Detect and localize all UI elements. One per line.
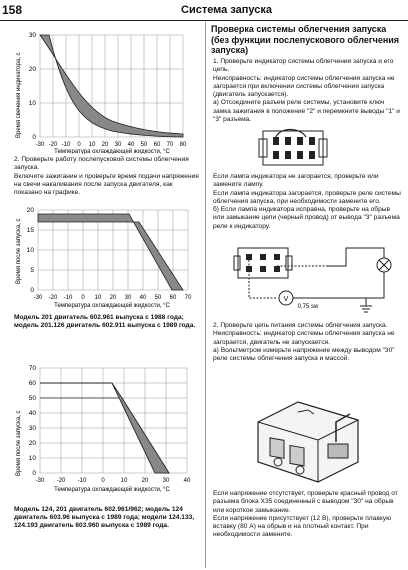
chart1-xtick: 0: [77, 142, 81, 148]
chart1-xtick: -30: [35, 142, 45, 148]
para-step2a: а) Вольтметром измерьте напряжение между выводом "30" реле системы облегчения запуска и массой.: [213, 346, 395, 363]
svg-text:V: V: [283, 296, 289, 303]
page-number: 158: [2, 3, 23, 17]
chart2-xtick: 60: [169, 295, 177, 301]
chart1-xtick: 60: [153, 142, 161, 148]
left-para-2: [14, 156, 200, 197]
para-step1b: б) Если лампа индикатора исправна, проверьте на обрыв или замыкание цепи (черный провод) от вывода "3" разъема реле к индикатору.: [213, 206, 400, 230]
caption-chart2: [14, 314, 200, 330]
chart1-xtick: 30: [114, 142, 122, 148]
section-title-block: [211, 24, 401, 58]
chart1-ytick: 20: [28, 66, 36, 73]
chart2-xtick: -10: [63, 295, 73, 301]
chart3-xtick: 10: [120, 478, 128, 484]
para-check-afterstart-detail: Включите зажигание и проверьте время подачи напряжения на свечи накаливания после запуска двигателя, как показано на графике.: [14, 172, 199, 197]
chart3-xtick: -10: [77, 478, 87, 484]
chart1-xtick: 70: [166, 142, 174, 148]
chart2-xtick: 40: [139, 295, 147, 301]
chart1-xtick: -20: [48, 142, 58, 148]
chart2-xtick: 0: [81, 295, 85, 301]
chart1-tolerance-band: [40, 35, 183, 137]
chart2-xtick: -30: [33, 295, 43, 301]
chart3-ytick: 10: [28, 455, 36, 462]
chart1-xtick: 80: [179, 142, 187, 148]
para-step1a: а) Отсоедините разъем реле системы, установите ключ замка зажигания в положение "2" и перемкните выводы "1" и "3" разъема.: [213, 99, 400, 124]
chart3-ytick: 70: [28, 365, 36, 372]
header-rule: [0, 20, 408, 21]
relay-connector-diagram: [255, 125, 345, 170]
chart1-ylabel: Время свечения индикатора, с: [16, 52, 22, 138]
chart1-ytick: 10: [28, 100, 36, 107]
chart2-tolerance-band: [38, 214, 183, 290]
fuse-box-illustration: [248, 392, 368, 487]
chart1-xlabel: Температура охлаждающей жидкости, °С: [54, 149, 170, 154]
chart-afterstart-201: [12, 200, 200, 312]
chart2-ytick: 10: [26, 247, 34, 254]
para-no-voltage: Если напряжение отсутствует, проверьте красный провод от разъема блока Х35 соединенный с выводом "30" на обрыв или короткое замыкание.: [213, 490, 398, 514]
chart1-xtick: 20: [101, 142, 109, 148]
chart1-ytick: 30: [28, 32, 36, 39]
wire-label: 0,75 sw: [297, 304, 319, 310]
right-text-block-1: [213, 58, 401, 124]
chart2-xtick: 20: [109, 295, 117, 301]
chart1-ytick: 0: [32, 134, 36, 141]
chart2-ytick: 20: [26, 207, 34, 214]
para-check-afterstart: 2. Проверьте работу послепусковой системы облегчения запуска.: [14, 156, 189, 172]
chart-afterstart-124: [12, 364, 200, 504]
chart3-ylabel: Время после запуска, с: [16, 410, 22, 476]
chart3-ytick: 50: [28, 395, 36, 402]
para-fault1: Неисправность: индикатор системы облегчения запуска не загорается при включении системы облегчения запуска (двигатель запускается).: [213, 74, 395, 99]
column-divider: [205, 22, 206, 568]
chart1-xtick: -10: [61, 142, 71, 148]
chart1-xtick: 40: [127, 142, 135, 148]
chart1-xtick: 10: [88, 142, 96, 148]
chart2-xtick: 30: [124, 295, 132, 301]
chart3-xlabel: Температура охлаждающей жидкости, °С: [54, 487, 170, 493]
wiring-diagram: [216, 238, 402, 316]
page-title: Система запуска: [181, 4, 273, 16]
para-voltage-present: Если напряжение присутствует (12 В), проверьте плавкую вставку (80 А) на обрыв и на плотный контакт. При необходимости замените.: [213, 514, 392, 539]
para-step1: 1. Проверьте индикатор системы облегчения запуска и его цепь.: [213, 58, 394, 74]
para-fault2: Неисправность: индикатор системы облегчения запуска не загорается, двигатель не запускается.: [213, 330, 395, 346]
chart3-ytick: 20: [28, 440, 36, 447]
chart2-ytick: 15: [26, 227, 34, 234]
right-text-block-2: [213, 173, 401, 231]
chart3-ytick: 0: [32, 470, 36, 477]
para-step2: 2. Проверьте цепь питания системы облегчения запуска.: [213, 322, 388, 329]
right-text-block-3: [213, 322, 401, 363]
para-lamp-not-lit: Если лампа индикатора не загорается, проверьте или замените лампу.: [213, 173, 379, 189]
chart2-ylabel: Время после запуска, с: [16, 218, 22, 284]
caption-model-201: Модель 201 двигатель 602.961 выпуска с 1988 года; модель 201.126 двигатель 602.911 выпуска с 1989 года.: [14, 314, 196, 330]
chart3-xtick: -20: [56, 478, 66, 484]
chart2-xtick: 10: [94, 295, 102, 301]
caption-chart3: [14, 506, 200, 531]
chart2-ytick: 0: [30, 287, 34, 294]
chart2-xtick: 50: [154, 295, 162, 301]
chart3-xtick: 0: [101, 478, 105, 484]
chart2-xlabel: Температура охлаждающей жидкости, °С: [54, 303, 170, 309]
chart3-ytick: 40: [28, 410, 36, 417]
chart3-xtick: 30: [162, 478, 170, 484]
chart2-ytick: 5: [30, 267, 34, 274]
chart2-xtick: -20: [48, 295, 58, 301]
right-text-block-4: [213, 490, 401, 540]
para-lamp-lit: Если лампа индикатора загорается, проверьте реле системы облегчения запуска, при необходимости замените его.: [213, 189, 401, 205]
page-header: [0, 0, 408, 24]
chart3-xtick: -30: [35, 478, 45, 484]
chart2-xtick: 70: [184, 295, 192, 301]
caption-model-124: Модель 124, 201 двигатель 602.961/962; модель 124 двигатель 603.96 выпуска с 1989 года; модели 124.133, 124.193 двигатель 603.960 выпуска с 1989 года.: [14, 506, 195, 530]
chart3-xtick: 40: [183, 478, 191, 484]
chart3-ytick: 60: [28, 380, 36, 387]
chart3-ytick: 30: [28, 425, 36, 432]
section-title: Проверка системы облегчения запуска (без функции послепускового облегчения запуска): [211, 24, 400, 55]
chart3-xtick: 20: [141, 478, 149, 484]
chart-glow-time: [12, 26, 200, 154]
chart1-xtick: 50: [140, 142, 148, 148]
